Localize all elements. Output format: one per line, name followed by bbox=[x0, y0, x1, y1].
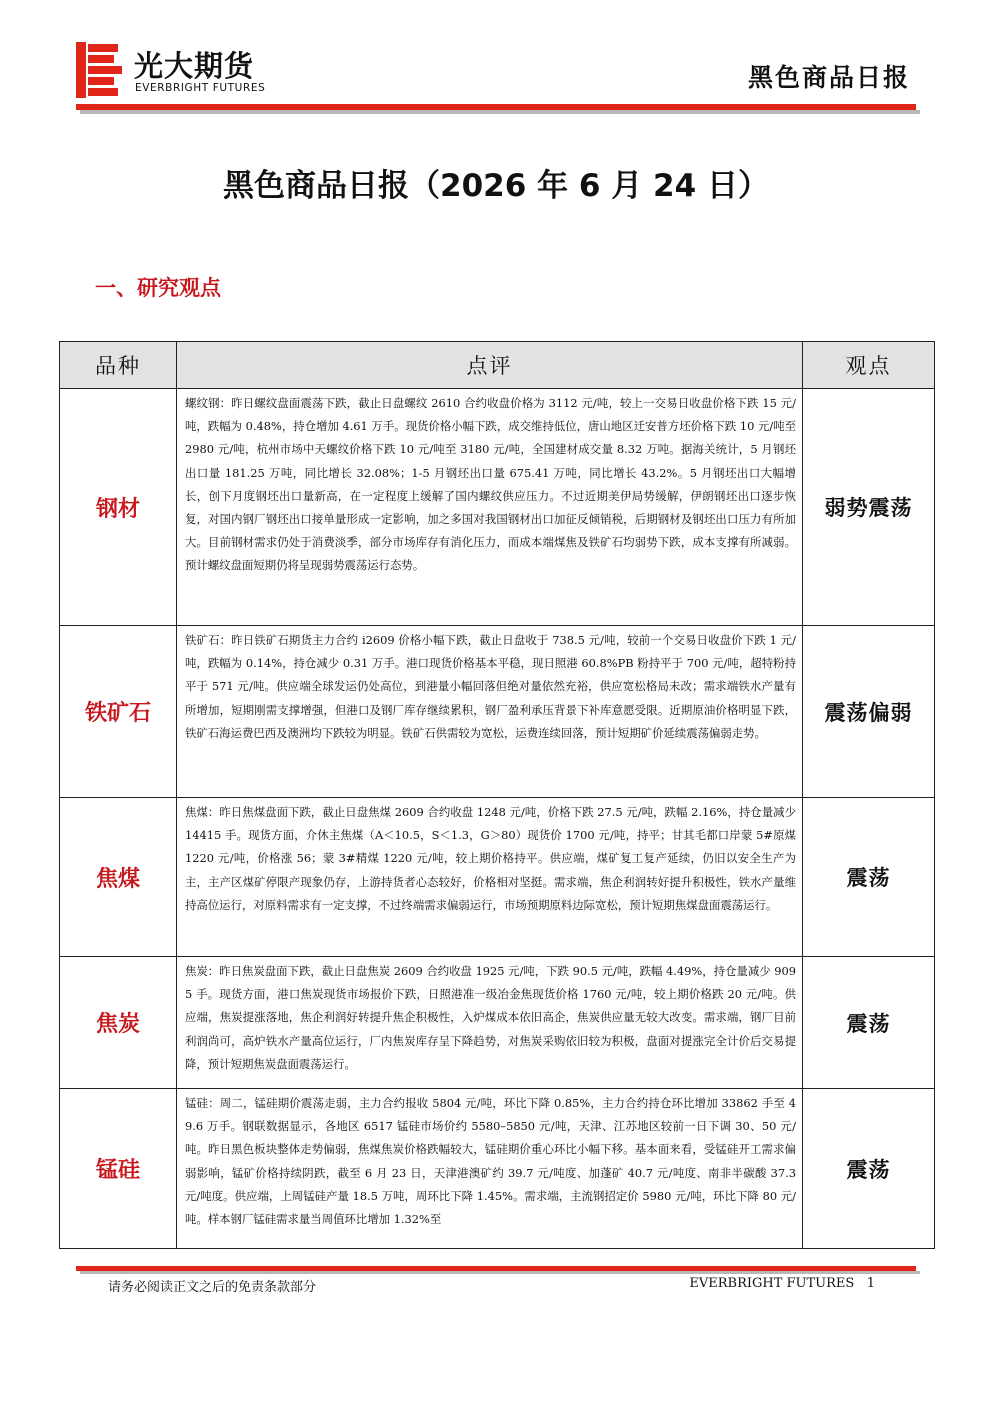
header-view: 观点 bbox=[803, 342, 935, 389]
row-view: 弱势震荡 bbox=[803, 389, 935, 626]
row-comment-cell bbox=[177, 389, 803, 626]
footer-disclaimer: 请务必阅读正文之后的免责条款部分 bbox=[108, 1280, 317, 1295]
header-comment: 点评 bbox=[177, 342, 803, 389]
section-heading: 一、研究观点 bbox=[95, 276, 221, 300]
row-variety: 焦煤 bbox=[60, 798, 177, 957]
header-divider-shadow bbox=[80, 110, 920, 114]
row-comment: 锰硅：周二，锰硅期价震荡走弱，主力合约报收 5804 元/吨，环比下降 0.85%，主力合约持仓环比增加 33862 手至 49.6 万手。钢联数据显示，各地区 6517 锰硅市场价约 5580–5850 元/吨，天津、江苏地区较前一日下调 30、50 元/吨。昨日黑色板块整体走势偏弱，焦煤焦炭价格跌幅较大，锰硅期价重心环比小幅下移。基本面来看，受锰硅开工需求偏弱影响，锰矿价格持续阴跌，截至 6 月 23 日，天津港澳矿约 39.7 元/吨度、加蓬矿 40.7 元/吨度、南非半碳酸 37.3 元/吨度。供应端，上周锰硅产量 18.5 万吨，周环比下降 1.45%。需求端，主流钢招定价 5980 元/吨，环比下降 80 元/吨。样本钢厂锰硅需求量当周值环比增加 1.32%至 bbox=[185, 1096, 796, 1227]
footer-divider-shadow bbox=[80, 1271, 920, 1274]
everbright-logo-icon bbox=[76, 42, 124, 98]
row-view: 震荡 bbox=[803, 798, 935, 957]
row-comment: 焦炭：昨日焦炭盘面下跌，截止日盘焦炭 2609 合约收盘 1925 元/吨，下跌 90.5 元/吨，跌幅 4.49%，持仓量减少 9095 手。现货方面，港口焦炭现货市场报价下跌，日照港准一级冶金焦现货价格 1760 元/吨，较上期价格跌 20 元/吨。供应端，焦炭提涨落地，焦企利润好转提升焦企积极性，入炉煤成本依旧高企，焦炭供应量无较大改变。需求端，钢厂目前利润尚可，高炉铁水产量高位运行，厂内焦炭库存呈下降趋势，对焦炭采购依旧较为积极，盘面对提涨完全计价后交易提降，预计短期焦炭盘面震荡运行。 bbox=[185, 964, 796, 1071]
row-comment-cell bbox=[177, 626, 803, 798]
document-title: 黑色商品日报（2026 年 6 月 24 日） bbox=[223, 168, 769, 204]
logo-chinese-name: 光大期货 bbox=[134, 49, 255, 83]
row-comment: 铁矿石：昨日铁矿石期货主力合约 i2609 价格小幅下跌，截止日盘收于 738.5 元/吨，较前一个交易日收盘价下跌 1 元/吨，跌幅为 0.14%，持仓减少 0.31 万手。港口现货价格基本平稳，现日照港 60.8%PB 粉持平于 700 元/吨，超特粉持平于 571 元/吨。供应端全球发运仍处高位，到港量小幅回落但绝对量依然充裕，供应宽松格局未改；需求端铁水产量有所增加，短期刚需支撑增强，但港口及钢厂库存继续累积，钢厂盈利承压背景下补库意愿受限。近期原油价格明显下跌，铁矿石海运费巴西及澳洲均下跌较为明显。铁矿石供需较为宽松，运费连续回落，预计短期矿价延续震荡偏弱走势。 bbox=[185, 633, 796, 740]
footer-brand-page bbox=[689, 1276, 875, 1291]
footer-brand: EVERBRIGHT FUTURES bbox=[689, 1276, 855, 1291]
row-variety: 铁矿石 bbox=[60, 626, 177, 798]
header-report-name: 黑色商品日报 bbox=[747, 63, 910, 92]
row-comment-cell bbox=[177, 798, 803, 957]
page-number: 1 bbox=[866, 1276, 875, 1291]
row-variety: 锰硅 bbox=[60, 1089, 177, 1249]
row-view: 震荡偏弱 bbox=[803, 626, 935, 798]
table-header-row bbox=[60, 342, 935, 389]
table-row bbox=[60, 798, 935, 957]
header-variety: 品种 bbox=[60, 342, 177, 389]
table-row bbox=[60, 626, 935, 798]
table-row bbox=[60, 957, 935, 1089]
company-logo bbox=[76, 42, 286, 100]
row-comment-cell bbox=[177, 957, 803, 1089]
row-variety: 钢材 bbox=[60, 389, 177, 626]
research-table bbox=[59, 341, 935, 1249]
row-view: 震荡 bbox=[803, 957, 935, 1089]
row-variety: 焦炭 bbox=[60, 957, 177, 1089]
table-row bbox=[60, 389, 935, 626]
logo-english-name: EVERBRIGHT FUTURES bbox=[135, 82, 266, 94]
row-comment-cell bbox=[177, 1089, 803, 1249]
row-comment: 螺纹钢：昨日螺纹盘面震荡下跌，截止日盘螺纹 2610 合约收盘价格为 3112 元/吨，较上一交易日收盘价格下跌 15 元/吨，跌幅为 0.48%，持仓增加 4.61 万手。现货价格小幅下跌，成交维持低位，唐山地区迁安普方坯价格下跌 10 元/吨至 2980 元/吨，杭州市场中天螺纹价格下跌 10 元/吨至 3180 元/吨，全国建材成交量 8.32 万吨。据海关统计，5 月钢坯出口量 181.25 万吨，同比增长 32.08%；1-5 月钢坯出口量 675.41 万吨，同比增长 43.2%。5 月钢坯出口大幅增长，创下月度钢坯出口量新高，在一定程度上缓解了国内螺纹供应压力。不过近期美伊局势缓解，伊朗钢坯出口逐步恢复，对国内钢厂钢坯出口接单量形成一定影响，加之多国对我国钢材出口加征反倾销税，后期钢材及钢坯出口压力有所加大。目前钢材需求仍处于消费淡季，部分市场库存有消化压力，而成本端煤焦及铁矿石均弱势下跌，成本支撑有所减弱。预计螺纹盘面短期仍将呈现弱势震荡运行态势。 bbox=[185, 396, 796, 573]
table-row bbox=[60, 1089, 935, 1249]
row-comment: 焦煤：昨日焦煤盘面下跌，截止日盘焦煤 2609 合约收盘 1248 元/吨，价格下跌 27.5 元/吨，跌幅 2.16%，持仓量减少 14415 手。现货方面，介休主焦煤（A＜10.5，S＜1.3，G＞80）现货价 1700 元/吨，持平；甘其毛都口岸蒙 5#原煤 1220 元/吨，价格涨 56；蒙 3#精煤 1220 元/吨，较上期价格持平。供应端，煤矿复工复产延续，仍旧以安全生产为主，主产区煤矿停限产现象仍存，上游持货者心态较好，价格相对坚挺。需求端，焦企利润转好提升积极性，铁水产量维持高位运行，对原料需求有一定支撑，不过终端需求偏弱运行，市场预期原料边际宽松，预计短期焦煤盘面震荡运行。 bbox=[185, 805, 796, 912]
row-view: 震荡 bbox=[803, 1089, 935, 1249]
